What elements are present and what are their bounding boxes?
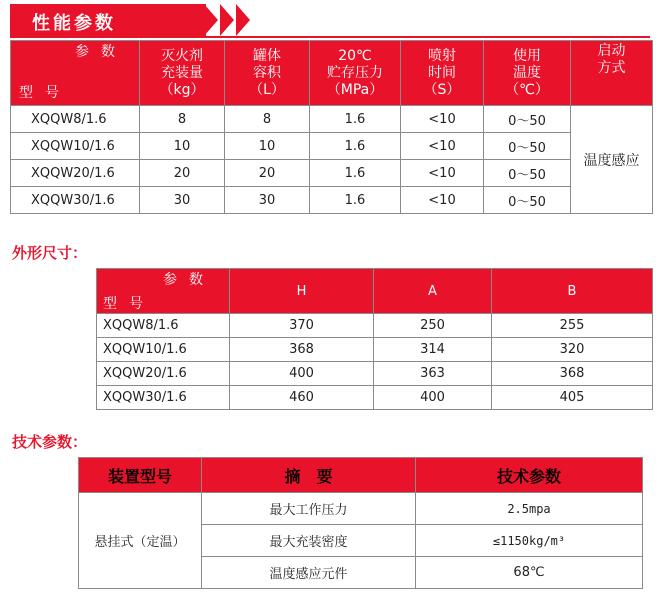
header-charge — [140, 41, 225, 106]
h-cell: 400 — [230, 362, 374, 386]
header-h: H — [230, 269, 374, 314]
pressure-cell: 1.6 — [310, 160, 401, 187]
header-line: （℃） — [505, 81, 549, 98]
item-cell: 最大工作压力 — [202, 493, 416, 525]
start-mode-cell: 温度感应 — [571, 106, 653, 214]
header-line: （S） — [423, 81, 461, 98]
header-tech-params: 技术参数 — [416, 458, 643, 493]
header-line: 方式 — [597, 60, 626, 76]
corner-label-params: 参数 — [75, 44, 127, 60]
temp-cell: 0～50 — [484, 133, 571, 160]
temp-cell: 0～50 — [484, 187, 571, 214]
device-cell: 悬挂式（定温） — [79, 493, 202, 589]
corner-header-cell — [97, 269, 230, 314]
header-line: （MPa） — [326, 81, 384, 98]
pressure-cell: 1.6 — [310, 106, 401, 133]
a-cell: 250 — [374, 314, 492, 338]
item-cell: 最大充装密度 — [202, 525, 416, 557]
time-cell: <10 — [401, 187, 484, 214]
model-cell: XQQW30/1.6 — [97, 386, 230, 410]
chevron-right-icon — [204, 4, 218, 36]
header-spray-time — [401, 41, 484, 106]
header-line: 使用 — [513, 47, 541, 64]
charge-cell: 10 — [140, 133, 225, 160]
header-a: A — [374, 269, 492, 314]
charge-cell: 30 — [140, 187, 225, 214]
model-cell: XQQW8/1.6 — [11, 106, 140, 133]
table-row — [97, 362, 653, 386]
section-banner — [10, 4, 240, 36]
b-cell: 320 — [492, 338, 653, 362]
volume-cell: 10 — [225, 133, 310, 160]
value-cell: 2.5mpa — [416, 493, 643, 525]
header-line: 容积 — [253, 64, 281, 81]
pressure-cell: 1.6 — [310, 187, 401, 214]
volume-cell: 30 — [225, 187, 310, 214]
time-cell: <10 — [401, 106, 484, 133]
corner-label-model: 型号 — [19, 85, 71, 101]
a-cell: 314 — [374, 338, 492, 362]
value-cell: 68℃ — [416, 557, 643, 589]
b-cell: 405 — [492, 386, 653, 410]
performance-table — [10, 40, 653, 214]
table-row — [11, 187, 653, 214]
h-cell: 460 — [230, 386, 374, 410]
item-cell: 温度感应元件 — [202, 557, 416, 589]
header-start-mode — [571, 41, 653, 106]
header-line: 温度 — [513, 64, 541, 81]
model-cell: XQQW30/1.6 — [11, 187, 140, 214]
header-volume — [225, 41, 310, 106]
model-cell: XQQW20/1.6 — [97, 362, 230, 386]
header-summary: 摘 要 — [202, 458, 416, 493]
corner-label-params: 参数 — [163, 272, 215, 288]
header-line: 喷射 — [428, 47, 456, 64]
header-line: 贮存压力 — [327, 64, 383, 81]
technical-table — [78, 457, 643, 589]
model-cell: XQQW8/1.6 — [97, 314, 230, 338]
corner-header-cell — [11, 41, 140, 106]
time-cell: <10 — [401, 160, 484, 187]
table-header-row — [11, 41, 653, 106]
header-line: 充装量 — [161, 64, 203, 81]
h-cell: 368 — [230, 338, 374, 362]
volume-cell: 20 — [225, 160, 310, 187]
header-line: （kg） — [159, 81, 205, 98]
charge-cell: 8 — [140, 106, 225, 133]
table-header-row — [79, 458, 643, 493]
chevron-right-icon — [236, 4, 250, 36]
a-cell: 400 — [374, 386, 492, 410]
dimensions-table — [96, 268, 653, 410]
b-cell: 368 — [492, 362, 653, 386]
model-cell: XQQW10/1.6 — [11, 133, 140, 160]
temp-cell: 0～50 — [484, 106, 571, 133]
banner-underline — [10, 36, 650, 38]
table-row — [97, 338, 653, 362]
value-cell: ≤1150kg/m³ — [416, 525, 643, 557]
table-row — [97, 386, 653, 410]
header-line: 罐体 — [253, 47, 281, 64]
a-cell: 363 — [374, 362, 492, 386]
header-pressure — [310, 41, 401, 106]
volume-cell: 8 — [225, 106, 310, 133]
header-line: （L） — [249, 81, 285, 98]
temp-cell: 0～50 — [484, 160, 571, 187]
table-row — [11, 160, 653, 187]
time-cell: <10 — [401, 133, 484, 160]
header-device-model: 装置型号 — [79, 458, 202, 493]
model-cell: XQQW10/1.6 — [97, 338, 230, 362]
section-title-technical: 技术参数： — [12, 433, 88, 451]
charge-cell: 20 — [140, 160, 225, 187]
header-line: 时间 — [428, 64, 456, 81]
section-title-dimensions: 外形尺寸： — [12, 244, 88, 262]
table-row — [79, 493, 643, 525]
section-title-performance: 性能参数 — [32, 13, 116, 34]
b-cell: 255 — [492, 314, 653, 338]
header-b: B — [492, 269, 653, 314]
header-temperature — [484, 41, 571, 106]
header-line: 20℃ — [338, 47, 372, 64]
header-line: 灭火剂 — [161, 47, 203, 64]
h-cell: 370 — [230, 314, 374, 338]
pressure-cell: 1.6 — [310, 133, 401, 160]
table-row — [97, 314, 653, 338]
corner-label-model: 型号 — [103, 296, 155, 312]
table-header-row — [97, 269, 653, 314]
model-cell: XQQW20/1.6 — [11, 160, 140, 187]
header-line: 启动 — [597, 43, 626, 59]
table-row — [11, 106, 653, 133]
table-row — [11, 133, 653, 160]
chevron-right-icon — [220, 4, 234, 36]
